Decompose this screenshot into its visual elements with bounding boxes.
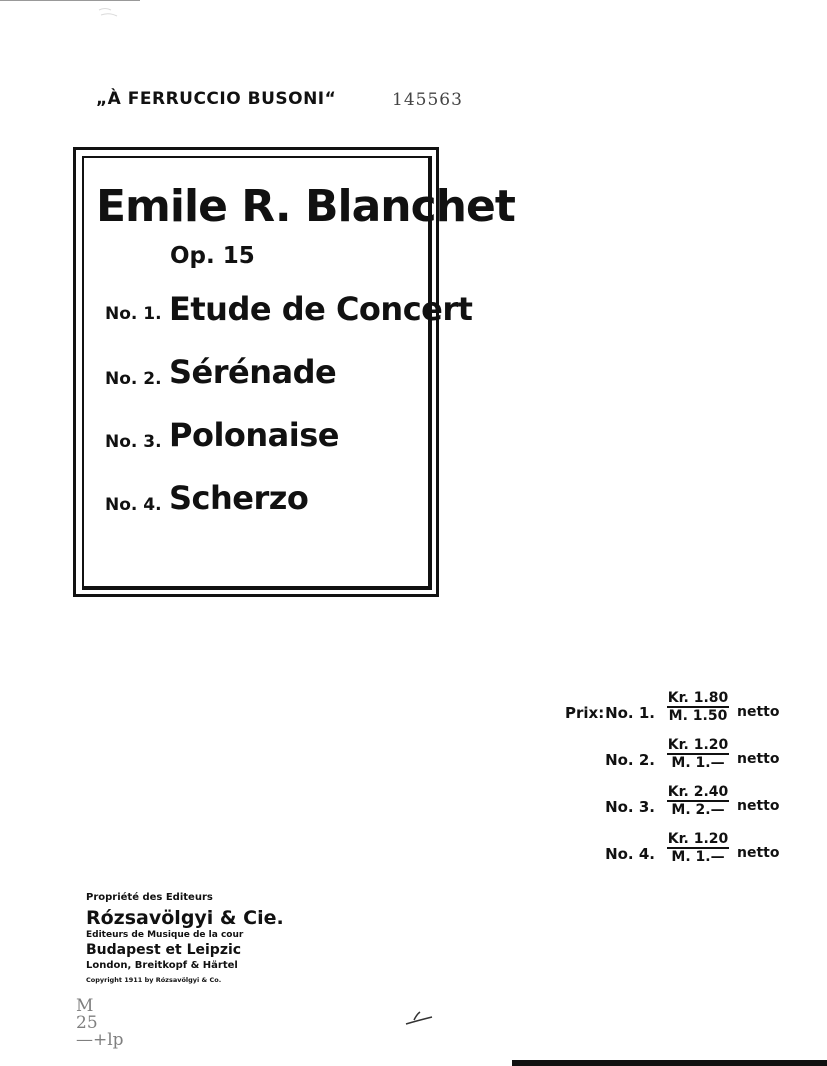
price-row-number: No. 2. [605,751,655,769]
top-edge-line [0,0,140,1]
piece-title: Scherzo [169,479,309,517]
pencil-stroke-mark [402,1008,436,1028]
copyright-line: Copyright 1911 by Rózsavölgyi & Co. [86,976,222,984]
price-row-number: No. 4. [605,845,655,863]
price-list [565,690,805,870]
price-mark: M. 1.— [671,849,725,865]
price-fraction [667,784,729,818]
catalog-number: 145563 [392,90,463,110]
piece-title: Sérénade [169,353,337,391]
faint-stamp-mark [97,6,121,20]
price-fraction [667,737,729,771]
price-kronen: Kr. 1.80 [667,690,729,706]
price-label: Prix: [565,704,605,722]
piece-number: No. 4. [105,495,162,515]
price-row [565,784,805,820]
price-row-number: No. 3. [605,798,655,816]
opus-number: Op. 15 [170,243,255,269]
price-mark: M. 2.— [671,802,725,818]
price-kronen: Kr. 1.20 [667,737,729,753]
composer-name: Emile R. Blanchet [96,181,515,232]
dedication: „À FERRUCCIO BUSONI“ [96,89,337,109]
price-mark: M. 1.50 [668,708,728,724]
price-kronen: Kr. 1.20 [667,831,729,847]
price-row [565,831,805,867]
publisher-city: Budapest et Leipzic [86,942,242,958]
publisher-name: Rózsavölgyi & Cie. [86,907,284,929]
publisher-property: Propriété des Editeurs [86,892,213,903]
price-netto: netto [737,751,780,767]
publisher-subtitle: Editeurs de Musique de la cour [86,930,244,940]
price-fraction [667,690,729,724]
price-kronen: Kr. 2.40 [667,784,729,800]
publisher-london: London, Breitkopf & Härtel [86,960,238,971]
publisher-block [86,892,284,984]
price-row [565,737,805,773]
piece-title: Etude de Concert [169,290,473,328]
price-row-number: No. 1. [605,704,655,722]
price-netto: netto [737,704,780,720]
handwritten-line: —+lp [76,1030,124,1050]
price-mark: M. 1.— [671,755,725,771]
piece-number: No. 2. [105,369,162,389]
handwritten-line: M [76,996,94,1016]
price-row [565,690,805,726]
handwritten-annotation [76,998,124,1049]
price-fraction [667,831,729,865]
price-netto: netto [737,798,780,814]
handwritten-line: 25 [76,1013,98,1033]
piece-title: Polonaise [169,416,339,454]
bottom-edge-bar [512,1060,827,1066]
price-netto: netto [737,845,780,861]
piece-number: No. 3. [105,432,162,452]
piece-number: No. 1. [105,304,162,324]
